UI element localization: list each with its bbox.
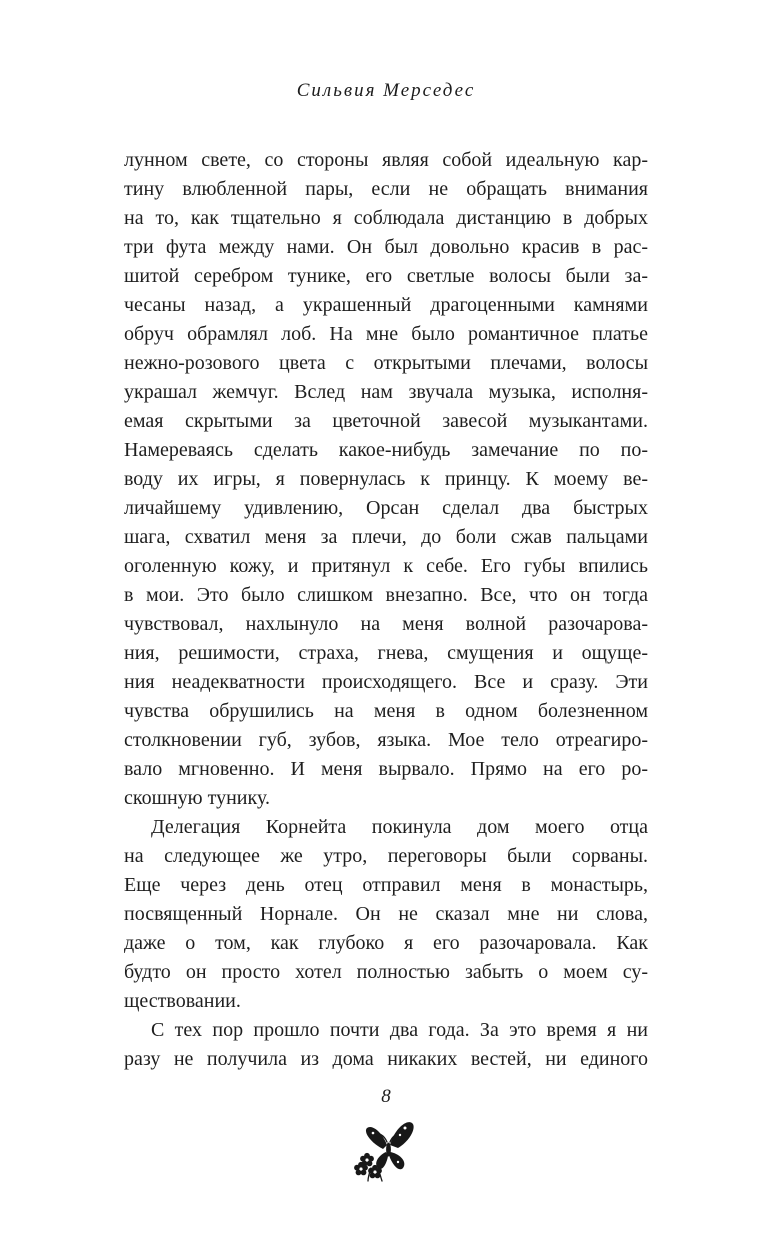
text-line: даже о том, как глубоко я его разочаровала. Как	[124, 932, 648, 954]
text-line: украшал жемчуг. Вслед нам звучала музыка, исполня-	[124, 381, 648, 403]
text-line: на следующее же утро, переговоры были сорваны.	[124, 845, 648, 867]
text-line: ществовании.	[124, 990, 241, 1012]
text-line: Делегация Корнейта покинула дом моего отца	[151, 816, 648, 838]
text-line: воду их игры, я повернулась к принцу. К моему ве-	[124, 468, 648, 490]
body-text	[124, 146, 648, 1074]
text-line: столкновении губ, зубов, языка. Мое тело отреагиро-	[124, 729, 648, 751]
text-line: лунном свете, со стороны являя собой идеальную кар-	[124, 149, 648, 171]
text-line: в мои. Это было слишком внезапно. Все, что он тогда	[124, 584, 648, 606]
text-line: Еще через день отец отправил меня в монастырь,	[124, 874, 648, 896]
text-line: скошную тунику.	[124, 787, 270, 809]
text-line: на то, как тщательно я соблюдала дистанцию в добрых	[124, 207, 648, 229]
text-line: шага, схватил меня за плечи, до боли сжав пальцами	[124, 526, 648, 548]
paragraph	[124, 1016, 648, 1074]
text-line: вало мгновенно. И меня вырвало. Прямо на его ро-	[124, 758, 648, 780]
text-line: ния, решимости, страха, гнева, смущения и ощуще-	[124, 642, 648, 664]
page-ornament	[124, 1112, 648, 1182]
text-line: С тех пор прошло почти два года. За это время я ни	[151, 1019, 648, 1041]
text-line: чесаны назад, а украшенный драгоценными камнями	[124, 294, 648, 316]
text-line: чувствовал, нахлынуло на меня волной разочарова-	[124, 613, 648, 635]
text-line: емая скрытыми за цветочной завесой музыкантами.	[124, 410, 648, 432]
text-line: нежно-розового цвета с открытыми плечами, волосы	[124, 352, 648, 374]
text-line: разу не получила из дома никаких вестей, ни единого	[124, 1048, 648, 1070]
text-line: ния неадекватности происходящего. Все и сразу. Эти	[124, 671, 648, 693]
text-line: тину влюбленной пары, если не обращать внимания	[124, 178, 648, 200]
paragraph	[124, 146, 648, 813]
text-line: оголенную кожу, и притянул к себе. Его губы впились	[124, 555, 648, 577]
text-line: посвященный Норнале. Он не сказал мне ни слова,	[124, 903, 648, 925]
text-line: три фута между нами. Он был довольно красив в рас-	[124, 236, 648, 258]
text-line: шитой серебром тунике, его светлые волосы были за-	[124, 265, 648, 287]
text-line: личайшему удивлению, Орсан сделал два быстрых	[124, 497, 648, 519]
page-number: 8	[381, 1086, 391, 1107]
paragraph	[124, 813, 648, 1016]
text-line: будто он просто хотел полностью забыть о моем су-	[124, 961, 648, 983]
text-line: Намереваясь сделать какое-нибудь замечание по по-	[124, 439, 648, 461]
running-header-author: Сильвия Мерседес	[296, 80, 476, 101]
butterfly-flowers-ornament-icon	[353, 1112, 419, 1182]
text-line: обруч обрамлял лоб. На мне было романтичное платье	[124, 323, 648, 345]
text-line: чувства обрушились на меня в одном болезненном	[124, 700, 648, 722]
